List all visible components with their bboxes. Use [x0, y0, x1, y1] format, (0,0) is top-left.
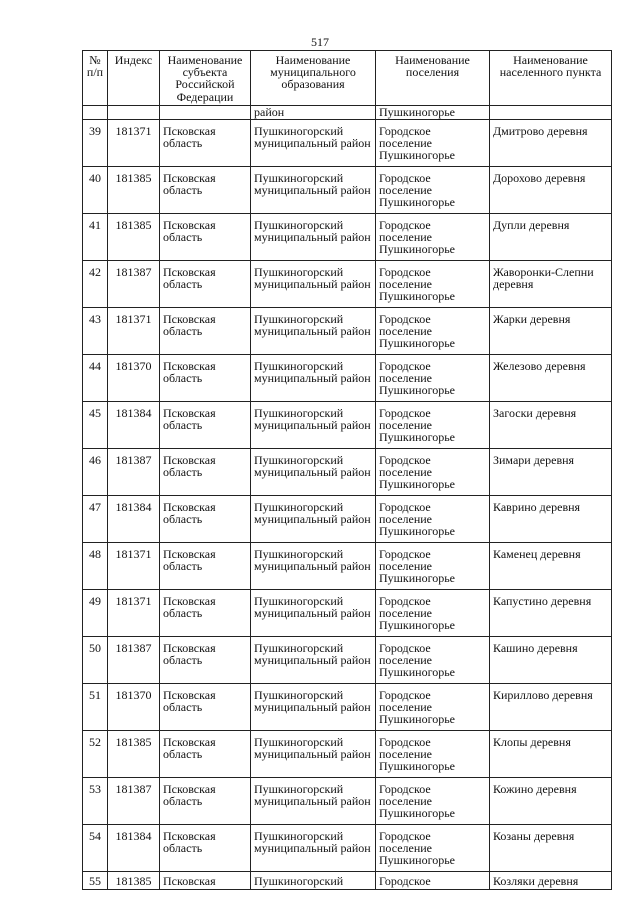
cell-index: 181387 — [108, 778, 160, 825]
table-header — [83, 51, 612, 106]
cell-subject: Псковская область — [160, 684, 251, 731]
cell-subject: Псковская область — [160, 496, 251, 543]
cell-index: 181371 — [108, 120, 160, 167]
cell-subject: Псковская область — [160, 731, 251, 778]
cell-municipal: Пушкиногорский муниципальный район — [251, 167, 376, 214]
cell-settlement: Городское поселение Пушкиногорье — [376, 355, 490, 402]
table-row — [83, 825, 612, 872]
cell-index: 181371 — [108, 590, 160, 637]
table-row — [83, 731, 612, 778]
cell-num: 40 — [83, 167, 108, 214]
table-row — [83, 402, 612, 449]
cell-index: 181370 — [108, 684, 160, 731]
cell-municipal: Пушкиногорский муниципальный район — [251, 355, 376, 402]
cell-municipal: Пушкиногорский муниципальный район — [251, 214, 376, 261]
cell-settlement: Городское поселение Пушкиногорье — [376, 402, 490, 449]
cell-index: 181370 — [108, 355, 160, 402]
cell-locality: Железово деревня — [490, 355, 612, 402]
header-settlement: Наименование поселения — [376, 51, 490, 106]
cell-num: 44 — [83, 355, 108, 402]
table-row — [83, 120, 612, 167]
cell-locality: Козаны деревня — [490, 825, 612, 872]
cell-num: 46 — [83, 449, 108, 496]
header-locality: Наименование населенного пункта — [490, 51, 612, 106]
cell-locality: Кожино деревня — [490, 778, 612, 825]
cell-locality: Зимари деревня — [490, 449, 612, 496]
cell-locality: Жарки деревня — [490, 308, 612, 355]
cell-settlement: Городское поселение Пушкиногорье — [376, 637, 490, 684]
cell-settlement: Городское поселение Пушкиногорье — [376, 825, 490, 872]
cell-subject: Псковская — [160, 872, 251, 890]
cell-num: 49 — [83, 590, 108, 637]
cell-settlement: Городское поселение Пушкиногорье — [376, 120, 490, 167]
cell-num: 53 — [83, 778, 108, 825]
cell-locality: Капустино деревня — [490, 590, 612, 637]
cell-num: 42 — [83, 261, 108, 308]
table-row-last — [83, 872, 612, 890]
cell-settlement: Городское поселение Пушкиногорье — [376, 590, 490, 637]
table-body — [83, 105, 612, 889]
cell-municipal: Пушкиногорский муниципальный район — [251, 637, 376, 684]
table-row — [83, 684, 612, 731]
cell-municipal: Пушкиногорский — [251, 872, 376, 890]
cell-num: 43 — [83, 308, 108, 355]
locality-table — [82, 50, 612, 890]
cell-index: 181385 — [108, 731, 160, 778]
cell-locality: Каменец деревня — [490, 543, 612, 590]
cell-index — [108, 105, 160, 119]
cell-num: 39 — [83, 120, 108, 167]
cell-index: 181384 — [108, 496, 160, 543]
cell-subject: Псковская область — [160, 778, 251, 825]
cell-locality: Жаворонки-Слепни деревня — [490, 261, 612, 308]
cell-settlement: Городское поселение Пушкиногорье — [376, 449, 490, 496]
table-row — [83, 637, 612, 684]
cell-municipal: Пушкиногорский муниципальный район — [251, 543, 376, 590]
table-row — [83, 590, 612, 637]
cell-index: 181385 — [108, 167, 160, 214]
cell-subject: Псковская область — [160, 402, 251, 449]
cell-subject: Псковская область — [160, 308, 251, 355]
table-row — [83, 261, 612, 308]
cell-settlement: Городское поселение Пушкиногорье — [376, 778, 490, 825]
cell-num: 45 — [83, 402, 108, 449]
cell-municipal: Пушкиногорский муниципальный район — [251, 590, 376, 637]
cell-locality: Клопы деревня — [490, 731, 612, 778]
table-row — [83, 355, 612, 402]
page-number: 517 — [311, 35, 329, 49]
cell-num: 47 — [83, 496, 108, 543]
cell-settlement: Городское — [376, 872, 490, 890]
cell-settlement: Городское поселение Пушкиногорье — [376, 308, 490, 355]
cell-municipal: Пушкиногорский муниципальный район — [251, 120, 376, 167]
cell-subject: Псковская область — [160, 355, 251, 402]
cell-num: 48 — [83, 543, 108, 590]
cell-index: 181387 — [108, 261, 160, 308]
header-num: № п/п — [83, 51, 108, 106]
table-row — [83, 167, 612, 214]
table-row — [83, 214, 612, 261]
cell-municipal: Пушкиногорский муниципальный район — [251, 402, 376, 449]
cell-index: 181371 — [108, 308, 160, 355]
cell-locality: Загоски деревня — [490, 402, 612, 449]
table-row — [83, 449, 612, 496]
cell-num: 52 — [83, 731, 108, 778]
cell-locality: Дмитрово деревня — [490, 120, 612, 167]
cell-subject: Псковская область — [160, 543, 251, 590]
cell-municipal: Пушкиногорский муниципальный район — [251, 684, 376, 731]
cell-settlement: Городское поселение Пушкиногорье — [376, 167, 490, 214]
cell-subject: Псковская область — [160, 590, 251, 637]
cell-subject: Псковская область — [160, 825, 251, 872]
cell-municipal: Пушкиногорский муниципальный район — [251, 261, 376, 308]
cell-municipal: Пушкиногорский муниципальный район — [251, 496, 376, 543]
cell-municipal: Пушкиногорский муниципальный район — [251, 778, 376, 825]
table-row — [83, 496, 612, 543]
cell-subject: Псковская область — [160, 120, 251, 167]
cell-num: 55 — [83, 872, 108, 890]
cell-locality: Каврино деревня — [490, 496, 612, 543]
cell-index: 181385 — [108, 872, 160, 890]
cell-municipal: Пушкиногорский муниципальный район — [251, 825, 376, 872]
cell-municipal: Пушкиногорский муниципальный район — [251, 449, 376, 496]
cell-settlement: Городское поселение Пушкиногорье — [376, 261, 490, 308]
cell-locality: Козляки деревня — [490, 872, 612, 890]
cell-num: 54 — [83, 825, 108, 872]
header-index: Индекс — [108, 51, 160, 106]
cell-settlement: Городское поселение Пушкиногорье — [376, 731, 490, 778]
cell-settlement: Городское поселение Пушкиногорье — [376, 214, 490, 261]
cell-settlement: Городское поселение Пушкиногорье — [376, 543, 490, 590]
cell-num: 41 — [83, 214, 108, 261]
cell-index: 181384 — [108, 825, 160, 872]
cell-subject: Псковская область — [160, 214, 251, 261]
cell-municipal: Пушкиногорский муниципальный район — [251, 731, 376, 778]
cell-subject: Псковская область — [160, 261, 251, 308]
cell-index: 181384 — [108, 402, 160, 449]
header-subject: Наименование субъекта Российской Федерации — [160, 51, 251, 106]
cell-num: 51 — [83, 684, 108, 731]
cell-index: 181387 — [108, 449, 160, 496]
cell-locality: Кириллово деревня — [490, 684, 612, 731]
cell-subject: Псковская область — [160, 637, 251, 684]
cell-settlement: Городское поселение Пушкиногорье — [376, 496, 490, 543]
cell-locality: Дупли деревня — [490, 214, 612, 261]
cell-index: 181385 — [108, 214, 160, 261]
cell-locality — [490, 105, 612, 119]
cell-subject: Псковская область — [160, 167, 251, 214]
cell-subject: Псковская область — [160, 449, 251, 496]
cell-num: 50 — [83, 637, 108, 684]
cell-index: 181387 — [108, 637, 160, 684]
cell-municipal: район — [251, 105, 376, 119]
table-row — [83, 543, 612, 590]
header-municipal: Наименование муниципального образования — [251, 51, 376, 106]
cell-locality: Дорохово деревня — [490, 167, 612, 214]
table-row — [83, 308, 612, 355]
cell-locality: Кашино деревня — [490, 637, 612, 684]
cell-num — [83, 105, 108, 119]
cell-municipal: Пушкиногорский муниципальный район — [251, 308, 376, 355]
cell-settlement: Городское поселение Пушкиногорье — [376, 684, 490, 731]
cell-subject — [160, 105, 251, 119]
cell-settlement: Пушкиногорье — [376, 105, 490, 119]
cell-index: 181371 — [108, 543, 160, 590]
table-row — [83, 778, 612, 825]
continuation-row — [83, 105, 612, 119]
